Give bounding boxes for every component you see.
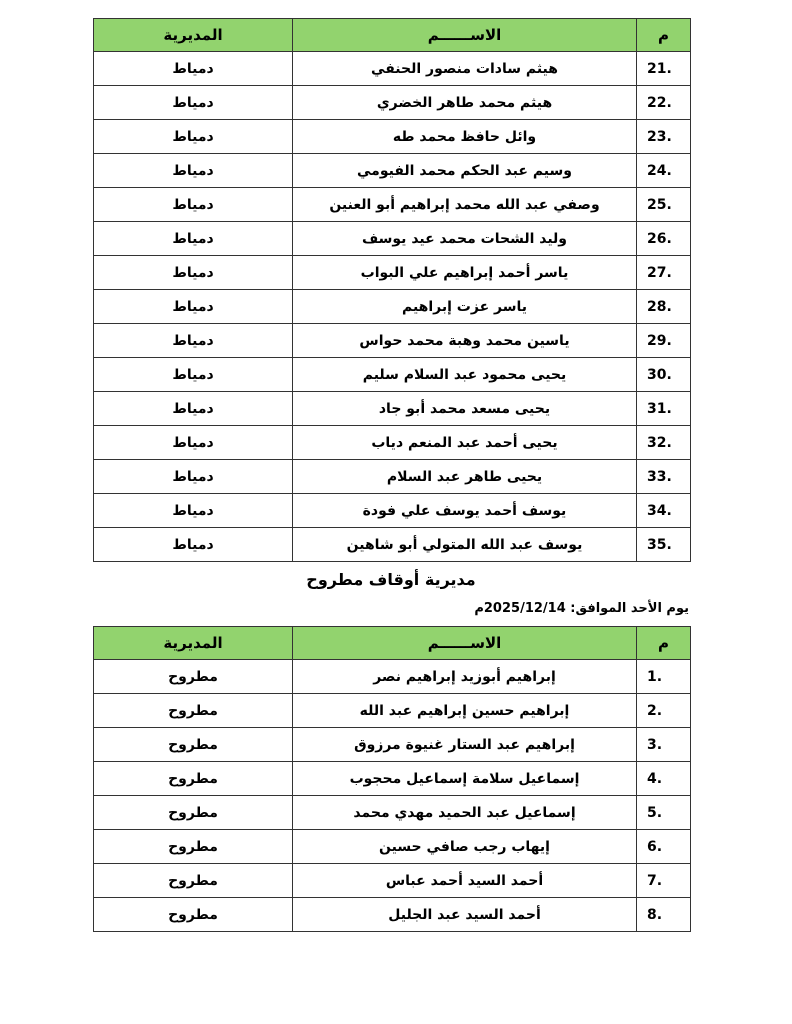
table-row bbox=[94, 222, 691, 256]
row-number: 8. bbox=[637, 898, 691, 932]
row-name: ياسر أحمد إبراهيم علي البواب bbox=[293, 256, 637, 290]
table-row bbox=[94, 256, 691, 290]
row-number: 29. bbox=[637, 324, 691, 358]
table-row bbox=[94, 796, 691, 830]
table-row bbox=[94, 154, 691, 188]
table-row bbox=[94, 86, 691, 120]
damietta-table-body bbox=[94, 52, 691, 562]
row-directorate: دمياط bbox=[94, 358, 293, 392]
row-name: هيثم سادات منصور الحنفي bbox=[293, 52, 637, 86]
table-row bbox=[94, 290, 691, 324]
row-directorate: دمياط bbox=[94, 86, 293, 120]
row-number: 2. bbox=[637, 694, 691, 728]
row-directorate: مطروح bbox=[94, 864, 293, 898]
table-row bbox=[94, 694, 691, 728]
row-directorate: دمياط bbox=[94, 52, 293, 86]
table-row bbox=[94, 728, 691, 762]
row-name: إيهاب رجب صافي حسين bbox=[293, 830, 637, 864]
row-number: 24. bbox=[637, 154, 691, 188]
table-row bbox=[94, 528, 691, 562]
matrouh-table-body bbox=[94, 660, 691, 932]
row-directorate: دمياط bbox=[94, 290, 293, 324]
row-name: يحيى محمود عبد السلام سليم bbox=[293, 358, 637, 392]
table-row bbox=[94, 898, 691, 932]
row-directorate: دمياط bbox=[94, 392, 293, 426]
damietta-table bbox=[93, 18, 691, 562]
header-name: الاســــــم bbox=[293, 627, 637, 660]
row-name: ياسين محمد وهبة محمد حواس bbox=[293, 324, 637, 358]
row-number: 4. bbox=[637, 762, 691, 796]
row-name: هيثم محمد طاهر الخضري bbox=[293, 86, 637, 120]
row-directorate: مطروح bbox=[94, 728, 293, 762]
row-directorate: دمياط bbox=[94, 528, 293, 562]
row-number: 30. bbox=[637, 358, 691, 392]
section-title: مديرية أوقاف مطروح bbox=[306, 570, 476, 589]
table-row bbox=[94, 460, 691, 494]
row-name: أحمد السيد عبد الجليل bbox=[293, 898, 637, 932]
row-directorate: دمياط bbox=[94, 494, 293, 528]
row-name: ياسر عزت إبراهيم bbox=[293, 290, 637, 324]
row-name: إبراهيم حسين إبراهيم عبد الله bbox=[293, 694, 637, 728]
row-name: إبراهيم أبوزيد إبراهيم نصر bbox=[293, 660, 637, 694]
row-number: 22. bbox=[637, 86, 691, 120]
header-directorate: المديرية bbox=[94, 19, 293, 52]
row-name: يوسف أحمد يوسف علي فودة bbox=[293, 494, 637, 528]
row-name: وسيم عبد الحكم محمد الفيومي bbox=[293, 154, 637, 188]
table-row bbox=[94, 426, 691, 460]
row-number: 6. bbox=[637, 830, 691, 864]
table-row bbox=[94, 358, 691, 392]
row-name: إسماعيل سلامة إسماعيل محجوب bbox=[293, 762, 637, 796]
row-number: 34. bbox=[637, 494, 691, 528]
table-row bbox=[94, 188, 691, 222]
row-number: 26. bbox=[637, 222, 691, 256]
date-line: يوم الأحد الموافق: 2025/12/14م bbox=[474, 601, 689, 616]
row-number: 21. bbox=[637, 52, 691, 86]
row-directorate: مطروح bbox=[94, 694, 293, 728]
header-directorate: المديرية bbox=[94, 627, 293, 660]
row-directorate: دمياط bbox=[94, 222, 293, 256]
table-row bbox=[94, 864, 691, 898]
header-name: الاســــــم bbox=[293, 19, 637, 52]
table-header-row bbox=[94, 627, 691, 660]
row-number: 3. bbox=[637, 728, 691, 762]
row-directorate: دمياط bbox=[94, 188, 293, 222]
table-row bbox=[94, 830, 691, 864]
matrouh-table bbox=[93, 626, 691, 932]
row-directorate: دمياط bbox=[94, 324, 293, 358]
row-number: 31. bbox=[637, 392, 691, 426]
row-number: 25. bbox=[637, 188, 691, 222]
row-number: 33. bbox=[637, 460, 691, 494]
table-row bbox=[94, 494, 691, 528]
row-directorate: مطروح bbox=[94, 796, 293, 830]
row-number: 1. bbox=[637, 660, 691, 694]
table-row bbox=[94, 120, 691, 154]
header-number: م bbox=[637, 19, 691, 52]
row-number: 23. bbox=[637, 120, 691, 154]
row-directorate: مطروح bbox=[94, 762, 293, 796]
row-number: 7. bbox=[637, 864, 691, 898]
row-name: يحيى أحمد عبد المنعم دياب bbox=[293, 426, 637, 460]
row-name: وائل حافظ محمد طه bbox=[293, 120, 637, 154]
row-name: وصفي عبد الله محمد إبراهيم أبو العنين bbox=[293, 188, 637, 222]
table-row bbox=[94, 660, 691, 694]
row-name: إسماعيل عبد الحميد مهدي محمد bbox=[293, 796, 637, 830]
table-row bbox=[94, 762, 691, 796]
row-directorate: دمياط bbox=[94, 154, 293, 188]
row-directorate: دمياط bbox=[94, 256, 293, 290]
row-name: إبراهيم عبد الستار غنيوة مرزوق bbox=[293, 728, 637, 762]
row-number: 27. bbox=[637, 256, 691, 290]
row-directorate: مطروح bbox=[94, 898, 293, 932]
table-header-row bbox=[94, 19, 691, 52]
row-directorate: مطروح bbox=[94, 660, 293, 694]
table-row bbox=[94, 52, 691, 86]
row-number: 5. bbox=[637, 796, 691, 830]
row-name: يوسف عبد الله المتولي أبو شاهين bbox=[293, 528, 637, 562]
row-number: 35. bbox=[637, 528, 691, 562]
row-number: 28. bbox=[637, 290, 691, 324]
row-number: 32. bbox=[637, 426, 691, 460]
header-number: م bbox=[637, 627, 691, 660]
row-name: يحيى طاهر عبد السلام bbox=[293, 460, 637, 494]
row-name: وليد الشحات محمد عيد يوسف bbox=[293, 222, 637, 256]
table-row bbox=[94, 324, 691, 358]
row-name: أحمد السيد أحمد عباس bbox=[293, 864, 637, 898]
row-name: يحيى مسعد محمد أبو جاد bbox=[293, 392, 637, 426]
row-directorate: دمياط bbox=[94, 120, 293, 154]
row-directorate: مطروح bbox=[94, 830, 293, 864]
row-directorate: دمياط bbox=[94, 460, 293, 494]
row-directorate: دمياط bbox=[94, 426, 293, 460]
table-row bbox=[94, 392, 691, 426]
